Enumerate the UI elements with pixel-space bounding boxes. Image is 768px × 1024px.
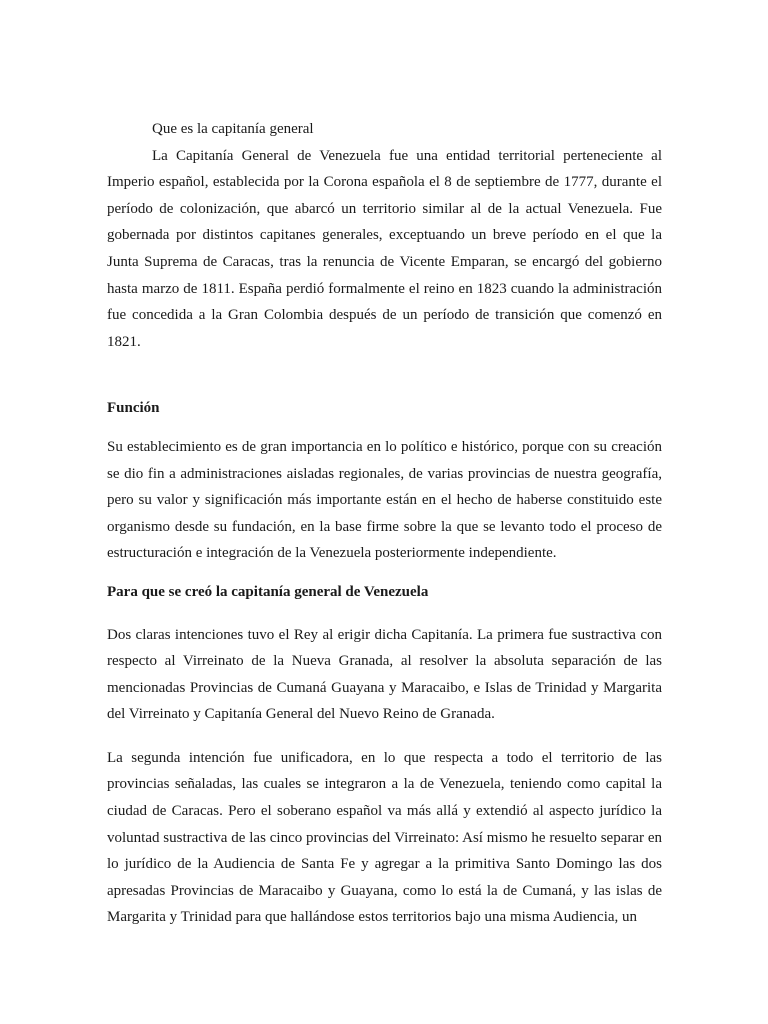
document-body — [107, 116, 662, 931]
spacer — [107, 606, 662, 622]
spacer — [107, 422, 662, 434]
intro-heading: Que es la capitanía general — [152, 121, 314, 137]
spacer — [107, 355, 662, 395]
purpose-paragraph-1: Dos claras intenciones tuvo el Rey al erigir dicha Capitanía. La primera fue sustractiva con respecto al Virreinato de la Nueva Granada, al resolver la absoluta separación de las mencionadas Provincias de Cumaná Guayana y Maracaibo, e Islas de Trinidad y Margarita del Virreinato y Capitanía General del Nuevo Reino de Granada. — [107, 626, 662, 723]
funcion-paragraph: Su establecimiento es de gran importancia en lo político e histórico, porque con su creación se dio fin a administraciones aisladas regionales, de varias provincias de nuestra geografía, pero su valor y significación más importante están en el hecho de haberse constituido este organismo desde su fundación, en la base firme sobre la que se levanto todo el proceso de estructuración e integración de la Venezuela posteriormente independiente. — [107, 438, 662, 562]
purpose-paragraph-2: La segunda intención fue unificadora, en lo que respecta a todo el territorio de las provincias señaladas, las cuales se integraron a la de Venezuela, teniendo como capital la ciudad de Caracas. Pero el soberano español va más allá y extendió al aspecto jurídico la voluntad sustractiva de las cinco provincias del Virreinato: Así mismo he resuelto separar en lo jurídico de la Audiencia de Santa Fe y agregar a la primitiva Santo Domingo las dos apresadas Provincias de Maracaibo y Guayana, como lo está la de Cumaná, y las islas de Margarita y Trinidad para que hallándose estos territorios bajo una misma Audiencia, un — [107, 749, 662, 926]
spacer — [107, 728, 662, 745]
funcion-heading: Función — [107, 400, 160, 417]
intro-paragraph: La Capitanía General de Venezuela fue una entidad territorial perteneciente al Imperio español, establecida por la Corona española el 8 de septiembre de 1777, durante el período de colonización, que abarcó un territorio similar al de la actual Venezuela. Fue gobernada por distintos capitanes generales, exceptuando un breve período en el que la Junta Suprema de Caracas, tras la renuncia de Vicente Emparan, se encargó del gobierno hasta marzo de 1811. España perdió formalmente el reino en 1823 cuando la administración fue concedida a la Gran Colombia después de un período de transición que comenzó en 1821. — [107, 147, 662, 350]
spacer — [107, 567, 662, 579]
purpose-heading: Para que se creó la capitanía general de Venezuela — [107, 583, 429, 600]
